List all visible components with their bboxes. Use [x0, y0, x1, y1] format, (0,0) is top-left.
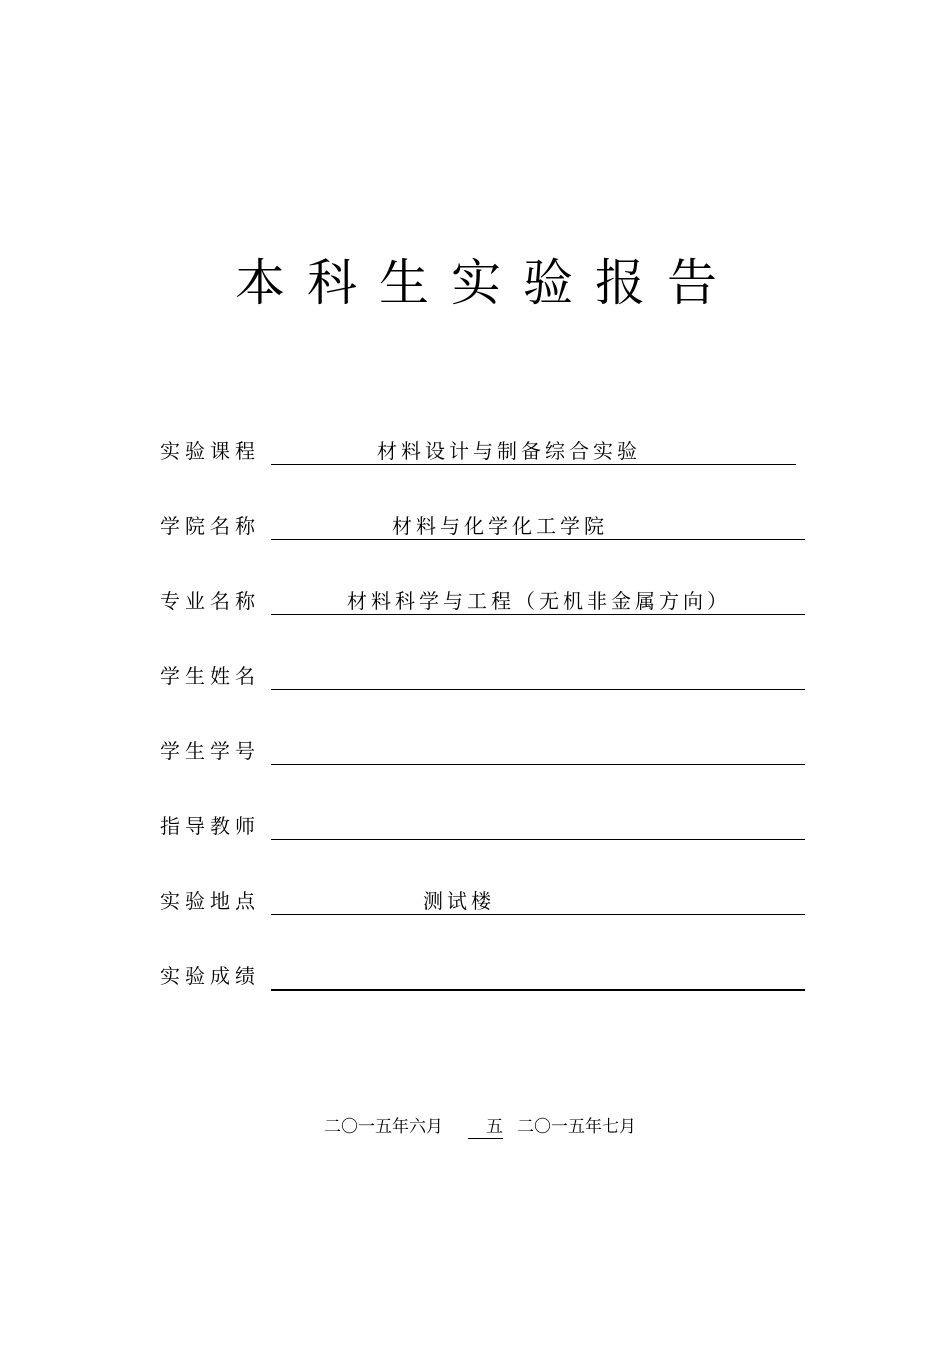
- field-label: 实验地点: [160, 889, 260, 913]
- field-student-id: [160, 737, 805, 773]
- field-location: [160, 887, 805, 923]
- field-label: 实验成绩: [160, 964, 260, 988]
- field-label: 学生姓名: [160, 664, 260, 688]
- field-label: 专业名称: [160, 589, 260, 613]
- field-underline[interactable]: [271, 812, 805, 840]
- report-date: [0, 1116, 950, 1140]
- report-title: 本科生实验报告: [235, 254, 739, 312]
- field-course: [160, 437, 805, 473]
- field-college: [160, 512, 805, 548]
- field-value: 材料科学与工程（无机非金属方向）: [347, 589, 731, 613]
- field-label: 指导教师: [160, 814, 260, 838]
- field-value: 材料设计与制备综合实验: [377, 439, 641, 463]
- field-label: 学院名称: [160, 514, 260, 538]
- field-underline[interactable]: [271, 662, 805, 690]
- field-underline[interactable]: [271, 887, 805, 915]
- field-underline[interactable]: [271, 962, 805, 991]
- date-end: 二〇一五年七月: [517, 1117, 636, 1137]
- field-value: 材料与化学化工学院: [392, 514, 608, 538]
- field-student-name: [160, 662, 805, 698]
- date-start: 二〇一五年六月: [324, 1117, 443, 1137]
- field-label: 学生学号: [160, 739, 260, 763]
- field-instructor: [160, 812, 805, 848]
- field-grade: [160, 962, 805, 998]
- date-struck-text: 五: [468, 1116, 503, 1139]
- field-major: [160, 587, 805, 623]
- field-label: 实验课程: [160, 439, 260, 463]
- date-struck: [468, 1116, 503, 1139]
- field-underline[interactable]: [271, 737, 805, 765]
- field-value: 测试楼: [423, 889, 495, 913]
